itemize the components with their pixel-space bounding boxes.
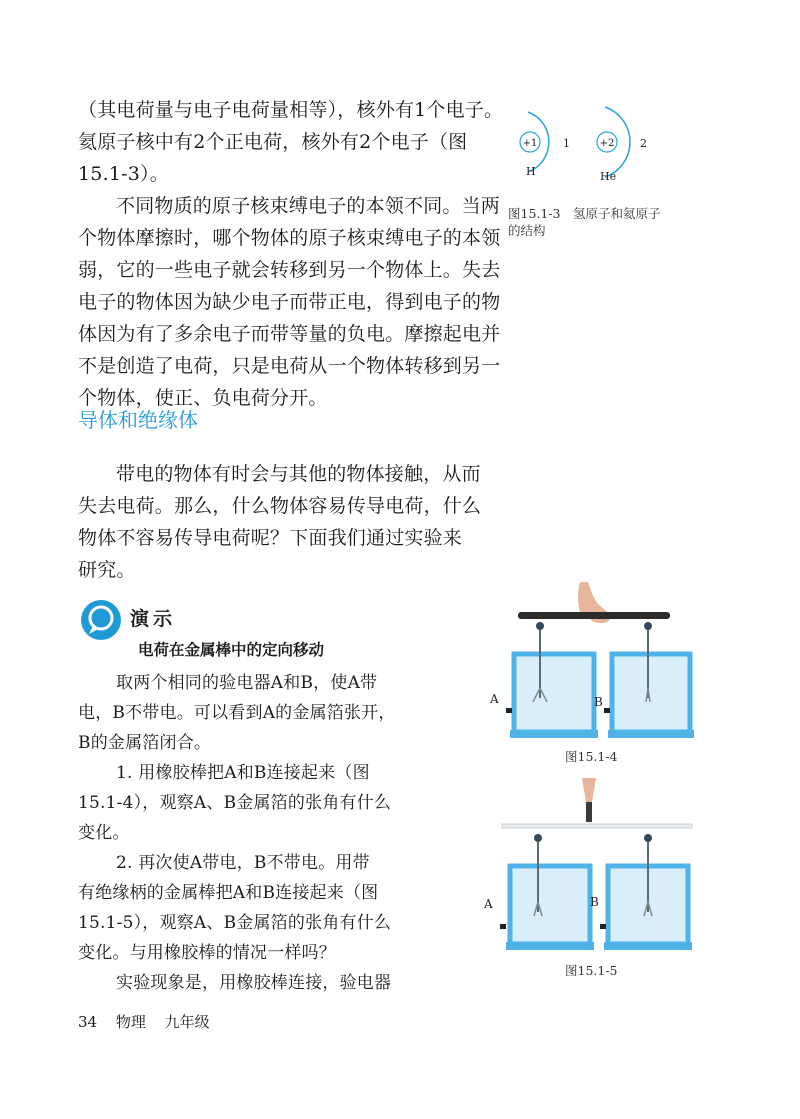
text-line: B的金属箔闭合。	[78, 733, 212, 753]
text-line: 变化。	[78, 823, 130, 843]
text-line: 实验现象是，用橡胶棒连接，验电器	[116, 973, 392, 993]
figure-caption-15-1-3	[508, 205, 661, 239]
caption-line: 图15.1-3 氢原子和氦原子	[508, 206, 661, 221]
figure-caption-15-1-4: 图15.1-4	[565, 749, 618, 764]
paragraph-conductor	[78, 458, 482, 586]
label-b: B	[590, 895, 599, 909]
text-line: 带电的物体有时会与其他的物体接触，从而	[116, 463, 481, 485]
insulating-handle	[586, 802, 592, 822]
hydrogen-electron-count: 1	[563, 137, 570, 150]
electroscope-b-knob	[644, 622, 652, 630]
text-line: 个物体摩擦时，哪个物体的原子核束缚电子的本领	[78, 227, 501, 249]
text-line: 1. 用橡胶棒把A和B连接起来（图	[116, 763, 370, 783]
subject-name: 物理	[115, 1013, 146, 1031]
text-line: 有绝缘柄的金属棒把A和B连接起来（图	[78, 883, 379, 903]
rubber-rod	[518, 612, 670, 619]
demo-subtitle: 电荷在金属棒中的定向移动	[138, 641, 325, 659]
text-line: 体因为有了多余电子而带等量的负电。摩擦起电并	[78, 323, 501, 345]
electroscope-a-base	[510, 730, 598, 738]
demo-paragraph-3	[78, 848, 408, 968]
text-line: （其电荷量与电子电荷量相等），核外有1个电子。	[78, 99, 504, 121]
page-footer	[78, 1011, 224, 1032]
atom-structure-figure	[500, 100, 680, 190]
electroscope-a-base	[506, 942, 594, 950]
page-number: 34	[78, 1013, 98, 1031]
electroscope-b-terminal	[604, 708, 610, 713]
label-a: A	[484, 897, 493, 911]
paragraph-friction	[78, 190, 501, 414]
text-line: 不同物质的原子核束缚电子的本领不同。当两	[116, 195, 501, 217]
electroscope-a-case	[514, 654, 594, 732]
electroscope-a-terminal	[506, 708, 512, 713]
text-line: 电，B不带电。可以看到A的金属箔张开，	[78, 703, 396, 723]
figure-caption-15-1-5: 图15.1-5	[565, 963, 618, 978]
paragraph-atom-intro	[78, 94, 504, 190]
section-heading: 导体和绝缘体	[78, 408, 198, 432]
label-a: A	[490, 692, 499, 706]
demo-icon	[79, 598, 123, 642]
text-line: 研究。	[78, 559, 136, 581]
electroscope-b-terminal	[600, 924, 606, 929]
electroscope-a-case	[510, 866, 590, 944]
grade-level: 九年级	[164, 1013, 210, 1031]
text-line: 电子的物体因为缺少电子而带正电，得到电子的物	[78, 291, 501, 313]
text-line: 不是创造了电荷，只是电荷从一个物体转移到另一	[78, 355, 501, 377]
demo-paragraph-4	[78, 968, 408, 998]
text-line: 2. 再次使A带电，B不带电。用带	[116, 853, 370, 873]
hydrogen-charge: +1	[522, 138, 538, 149]
helium-charge: +2	[599, 138, 615, 149]
electroscope-a-knob	[534, 834, 542, 842]
text-line: 变化。与用橡胶棒的情况一样吗？	[78, 943, 336, 963]
text-line: 个物体，使正、负电荷分开。	[78, 387, 328, 409]
electroscope-b-case	[612, 654, 690, 732]
hand-icon	[582, 778, 596, 802]
text-line: 物体不容易传导电荷呢？下面我们通过实验来	[78, 527, 463, 549]
demo-paragraph-2	[78, 758, 408, 848]
demo-paragraph-1	[78, 668, 408, 758]
label-b: B	[594, 695, 603, 709]
demo-title: 演示	[130, 608, 177, 630]
text-line: 15.1-4），观察A、B金属箔的张角有什么	[78, 793, 392, 813]
text-line: 弱，它的一些电子就会转移到另一个物体上。失去	[78, 259, 501, 281]
metal-rod	[502, 824, 692, 828]
text-line: 氦原子核中有2个正电荷，核外有2个电子（图	[78, 131, 468, 153]
electroscope-b-knob	[644, 834, 652, 842]
text-line: 取两个相同的验电器A和B，使A带	[116, 673, 378, 693]
hydrogen-label: H	[526, 165, 536, 178]
figure-15-1-5-electroscopes-metal-rod	[480, 778, 700, 953]
helium-label: He	[600, 170, 617, 183]
text-line: 失去电荷。那么，什么物体容易传导电荷，什么	[78, 495, 482, 517]
text-line: 15.1-3）。	[78, 163, 169, 185]
electroscope-b-base	[608, 730, 694, 738]
electroscope-b-base	[604, 942, 692, 950]
helium-electron-count: 2	[640, 137, 647, 150]
caption-line: 的结构	[508, 223, 546, 238]
electroscope-a-terminal	[500, 924, 506, 929]
figure-15-1-4-electroscopes-rubber-rod	[480, 582, 700, 742]
electroscope-a-knob	[536, 622, 544, 630]
text-line: 15.1-5），观察A、B金属箔的张角有什么	[78, 913, 392, 933]
